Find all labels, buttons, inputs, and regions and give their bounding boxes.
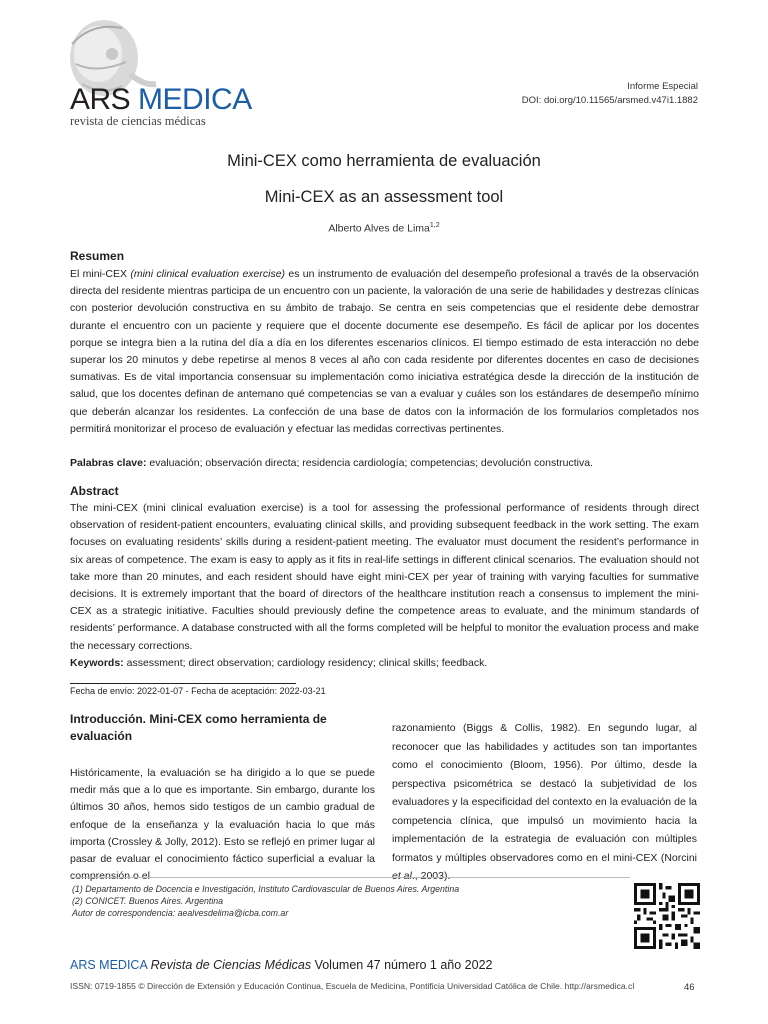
intro-right-column xyxy=(392,719,697,886)
page-number: 46 xyxy=(684,982,695,993)
author-affiliation-marks: 1,2 xyxy=(429,222,440,229)
palabras-text: evaluación; observación directa; residencia cardiología; competencias; devolución constructiva. xyxy=(146,457,593,469)
issn-line: ISSN: 0719-1855 © Dirección de Extensión y Educación Continua, Escuela de Medicina, Pontificia Universidad Católica de Chile. http://arsmedica.cl xyxy=(70,981,635,991)
correspondence-email[interactable]: Autor de correspondencia: aealvesdelima@icba.com.ar xyxy=(72,908,289,918)
section-label: Informe Especial xyxy=(627,81,698,92)
logo-wordmark xyxy=(70,84,252,116)
footnote-1: (1) Departamento de Docencia e Investigación, Instituto Cardiovascular de Buenos Aires. Argentina xyxy=(72,884,460,894)
resumen-heading: Resumen xyxy=(70,249,125,263)
abstract-heading: Abstract xyxy=(70,484,119,498)
keywords xyxy=(70,655,699,671)
palabras-label: Palabras clave: xyxy=(70,457,147,469)
abstract-section xyxy=(70,484,699,655)
doi-link[interactable]: DOI: doi.org/10.11565/arsmed.v47i1.1882 xyxy=(521,95,698,106)
intro-left-text: Históricamente, la evaluación se ha dirigido a lo que se puede medir más que a lo que es importante. Sin embargo, durante los últimos 30 años, hemos sido testigos de un cambio gradual de enfoque de la enseñanza y la evaluación hacia lo que más importa (Crossley & Jolly, 2012). Esto se reflejó en primer lugar al pasar de evaluar el conocimiento fáctico superficial a evaluar la comprensión o el xyxy=(70,767,376,883)
resumen-section xyxy=(70,249,699,438)
intro-right-b: ., 2003). xyxy=(411,870,451,882)
logo-subtitle: revista de ciencias médicas xyxy=(70,114,206,128)
resumen-lead: El mini-CEX xyxy=(70,268,131,280)
resumen-body xyxy=(70,266,699,438)
intro-right-a: razonamiento (Biggs & Collis, 1982). En segundo lugar, al reconocer que las habilidades y actitudes son tan importantes como el conocimiento (Bloom, 1956). Por último, desde la perspectiva psicométrica se destacó la subjetividad de los evaluadores y la especificidad del contexto en la evaluación de la competencia clínica, que impulsó un movimiento hacia la implementación de la estrategia de evaluación con múltiples formatos y múltiples observadores como en el mini-CEX (Norcini xyxy=(392,722,697,864)
footer-volume: Volumen 47 número 1 año 2022 xyxy=(314,958,493,972)
journal-footer-line xyxy=(70,958,493,972)
keywords-label: Keywords: xyxy=(70,657,124,669)
logo-ars: ARS xyxy=(70,83,131,116)
dates-divider xyxy=(70,683,296,684)
footnote-divider xyxy=(70,877,630,878)
footer-revista: Revista de Ciencias Médicas xyxy=(150,958,312,972)
resumen-text: es un instrumento de evaluación del desempeño profesional a través de la observación directa del residente mientras participa de un encuentro con un paciente, la valoración de una serie de habilidades y destrezas clínicas con posterior devolución constructiva en su ámbito de trabajo. Se centra en seis competencias que el residente debe demostrar durante el encuentro con un paciente y requiere que el docente documente ese desempeño. Es fácil de aplicar por los docentes porque se integra bien a la rutina del día a día en los diferentes escenarios clínicos. El tiempo estimado de esta interacción no debe superar los 20 minutos y debe repetirse al menos 8 veces al año con cada residente por diferentes docentes en caso de decisiones sumativas. Es de vital importancia consensuar su implementación como iniciativa estratégica desde la dirección de la institución de salud, que los docentes definan de antemano qué competencias se van a evaluar y cuáles son los estándares de desempeño mínimo que deberán alcanzar los residentes. La confección de una base de datos con la información de los formularios completados nos permitirá monitorizar el proceso de evaluación y efectuar las medidas correctivas pertinentes. xyxy=(70,268,699,435)
author-line xyxy=(0,222,768,235)
intro-left-column xyxy=(70,711,375,885)
article-meta xyxy=(522,80,698,108)
footer-ars-medica: ARS MEDICA xyxy=(70,958,148,972)
intro-heading: Introducción. Mini-CEX como herramienta de evaluación xyxy=(70,712,327,743)
logo-medica: MEDICA xyxy=(138,83,252,116)
journal-logo xyxy=(52,14,252,134)
submission-dates: Fecha de envío: 2022-01-07 - Fecha de aceptación: 2022-03-21 xyxy=(70,686,326,696)
qr-code-icon[interactable] xyxy=(634,883,700,949)
title-english: Mini-CEX as an assessment tool xyxy=(264,188,504,206)
abstract-body: The mini-CEX (mini clinical evaluation exercise) is a tool for assessing the professional performance of residents through direct observation of resident-patient encounters, evaluating clinical skills, and providing subsequent feedback in the work setting. The exam focuses on evaluating residents’ skills during a resident-patient meeting. The evaluator must document the resident’s performance in six areas of competence. The exam is easy to apply as it fits in real-life settings in different clinical scenarios. The evaluation should not take more than 20 minutes, and each resident should have eight mini-CEX per year of training with varying faculties for summative decisions. It is extremely important that the board of directors of the healthcare institution reach a consensus to implement the mini-CEX as a strategic initiative. Faculties should previously define the competence areas to evaluate, and the minimum standards of residents’ performance. A database constructed with all the forms completed will be helpful to monitor the evaluation process and make the necessary corrections. xyxy=(70,502,699,652)
resumen-term: (mini clinical evaluation exercise) xyxy=(130,268,286,280)
author-name: Alberto Alves de Lima xyxy=(328,222,430,235)
footnote-2: (2) CONICET. Buenos Aires. Argentina xyxy=(72,896,224,906)
intro-right-text xyxy=(392,719,697,886)
title-spanish: Mini-CEX como herramienta de evaluación xyxy=(227,152,541,170)
palabras-clave xyxy=(70,455,699,471)
intro-right-em: et al xyxy=(392,870,412,882)
keywords-text: assessment; direct observation; cardiology residency; clinical skills; feedback. xyxy=(123,657,488,669)
